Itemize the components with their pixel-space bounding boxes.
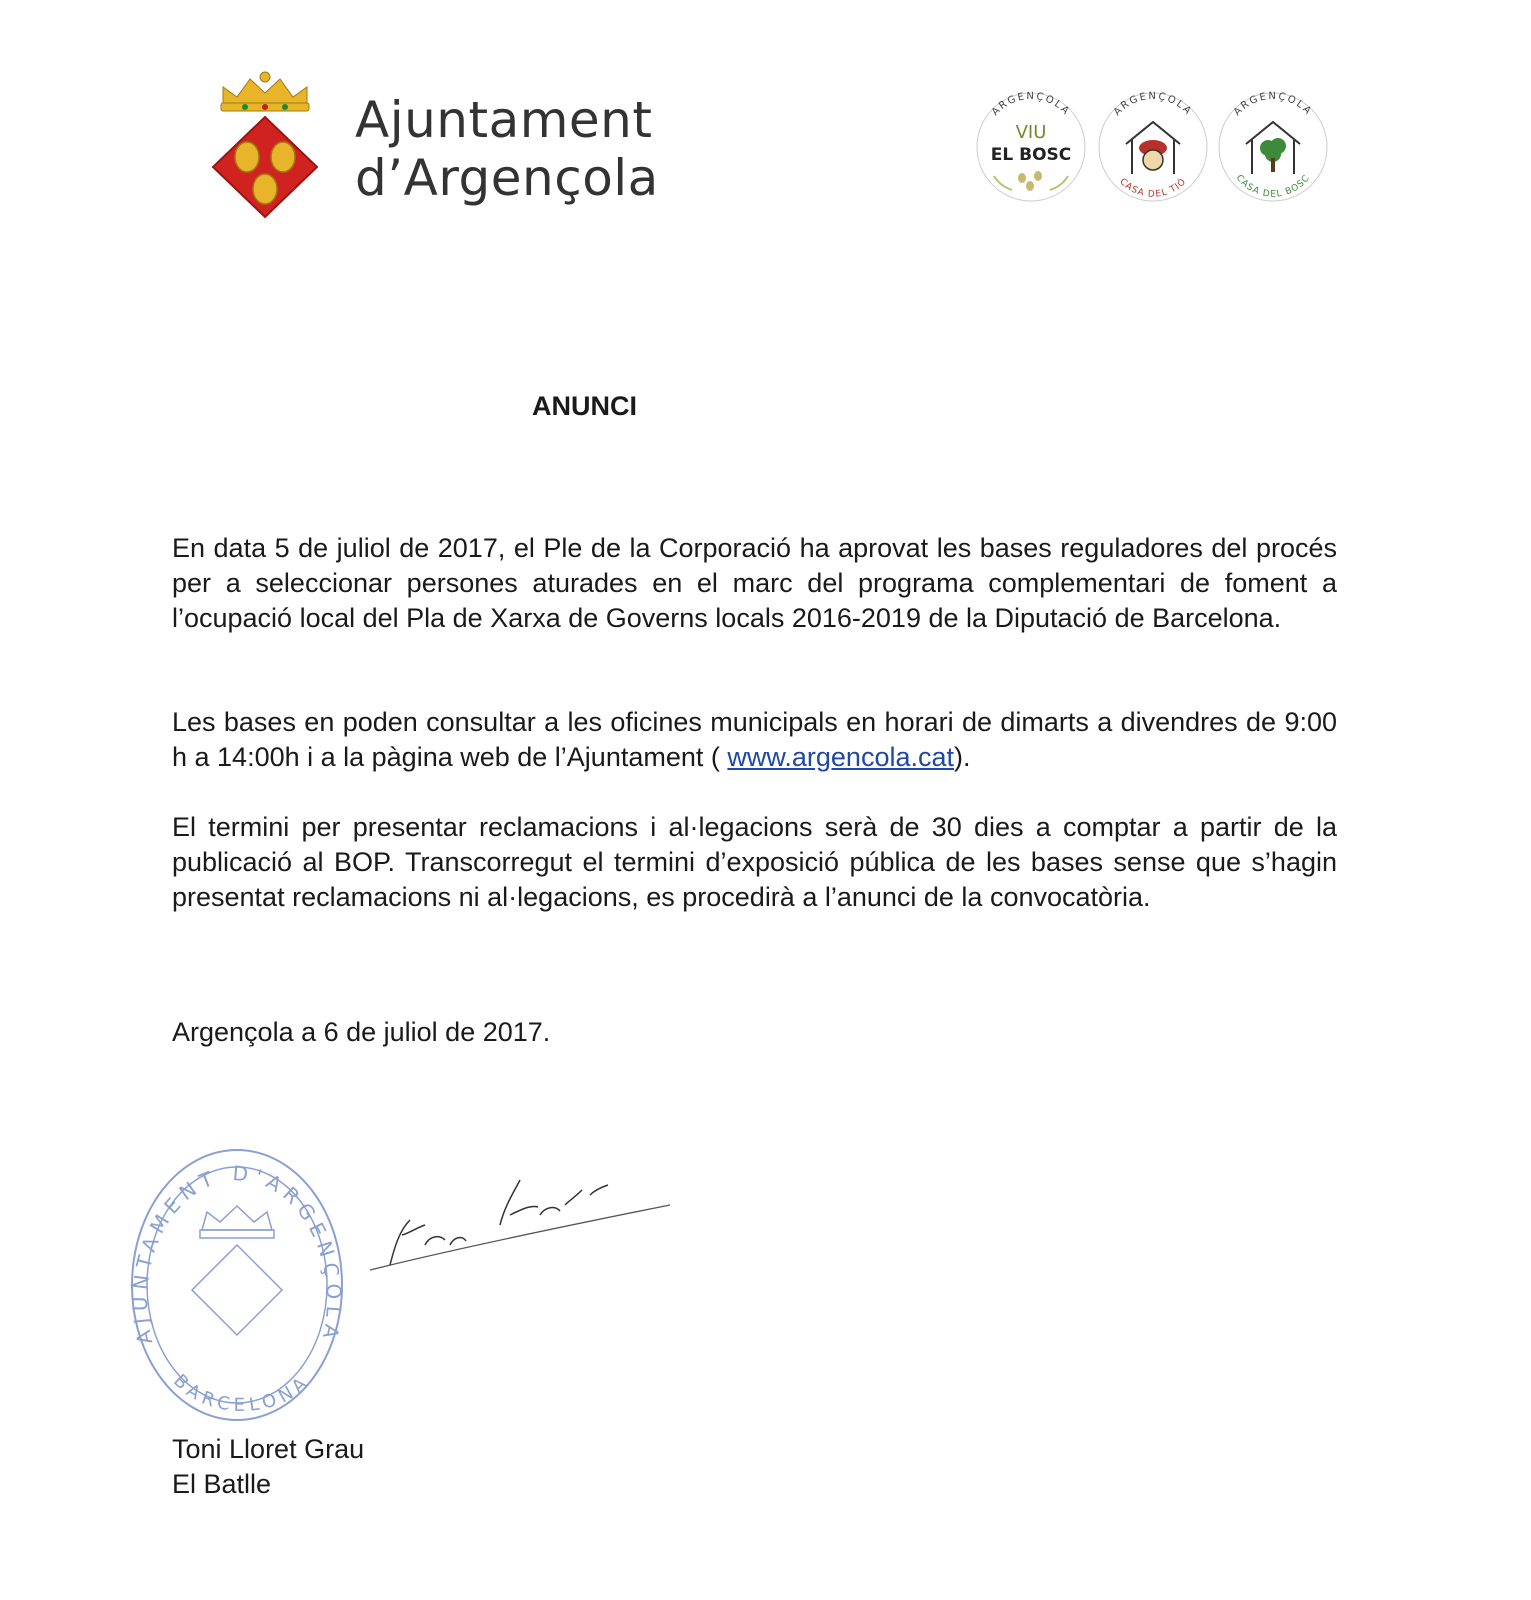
casa-del-tio-badge [1094, 88, 1212, 206]
signer-block [172, 1432, 364, 1502]
svg-text:VIU: VIU [1015, 122, 1047, 143]
place-and-date: Argençola a 6 de juliol de 2017. [172, 1017, 551, 1047]
document-title: ANUNCI [532, 391, 637, 421]
paragraph-consultation-end: ). [954, 742, 971, 772]
svg-text:ARGENÇOLA: ARGENÇOLA [989, 90, 1073, 118]
paragraph-claims: El termini per presentar reclamacions i al·legacions serà de 30 dies a comptar a partir de la publicació al BOP. Transcorregut el termini d’exposició pública de les bases sense que s’hagin presentat reclamacions ni al·legacions, es procedirà a l’anunci de la convocatòria. [172, 812, 1337, 912]
svg-text:AJUNTAMENT D'ARGENÇOLA: AJUNTAMENT D'ARGENÇOLA [127, 1160, 347, 1347]
paragraph-approval: En data 5 de juliol de 2017, el Ple de la Corporació ha aprovat les bases reguladores del procés per a seleccionar persones aturades en el marc del programa complementari de foment a l’ocupació local del Pla de Xarxa de Governs locals 2016-2019 de la Diputació de Barcelona. [172, 533, 1337, 633]
svg-text:ARGENÇOLA: ARGENÇOLA [1231, 90, 1315, 118]
signer-role: El Batlle [172, 1469, 272, 1499]
svg-text:EL BOSC: EL BOSC [990, 145, 1072, 165]
coat-of-arms-logo [205, 65, 325, 225]
org-name-line1: Ajuntament [355, 91, 653, 149]
handwritten-signature [370, 1175, 690, 1285]
org-name-line2: d’Argençola [355, 149, 659, 207]
svg-text:CASA DEL TIÓ: CASA DEL TIÓ [1117, 176, 1189, 200]
official-seal-stamp [122, 1140, 352, 1430]
signer-name: Toni Lloret Grau [172, 1434, 365, 1464]
website-link[interactable]: www.argencola.cat [727, 742, 954, 772]
paragraph-consultation [172, 705, 1337, 775]
paragraph-consultation-text: Les bases en poden consultar a les oficines municipals en horari de dimarts a divendres de 9:00 h a 14:00h i a la pàgina web de l’Ajuntament ( [172, 707, 1337, 772]
viu-el-bosc-badge [972, 88, 1090, 206]
svg-text:(BARCELONA): BARCELONA [169, 1370, 315, 1416]
svg-text:CASA DEL BOSC: CASA DEL BOSC [1233, 173, 1313, 200]
casa-del-bosc-badge [1214, 88, 1332, 206]
organization-name [355, 92, 659, 208]
svg-text:ARGENÇOLA: ARGENÇOLA [1111, 90, 1195, 118]
